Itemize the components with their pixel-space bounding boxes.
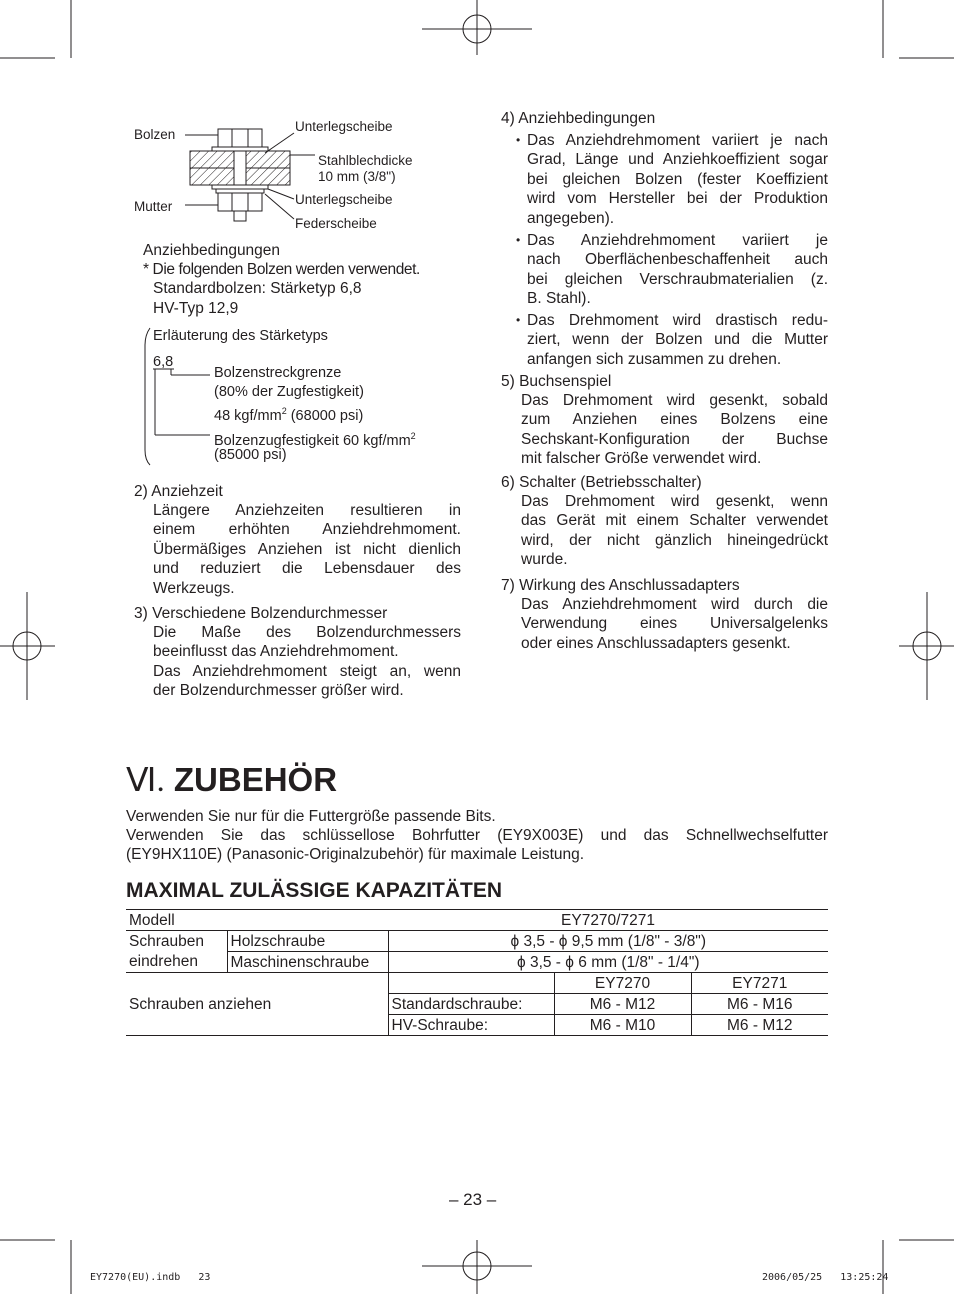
table-cell-standard-7270: M6 - M12 (554, 994, 691, 1015)
diagram-label-spring-washer: Federscheibe (295, 216, 377, 231)
capacities-title: MAXIMAL ZULÄSSIGE KAPAZITÄTEN (126, 879, 503, 902)
item2-body: Längere Anziehzeiten resultieren in einem erhöhten Anziehdrehmoment. Übermäßiges Anziehen ist nicht dienlich und reduziert die Lebensdauer des Werkzeugs. (153, 502, 461, 597)
table-cell-schrauben-eindrehen: Schrauben eindrehen (126, 931, 227, 973)
table-cell-modell: Modell (126, 910, 388, 931)
item4-title: 4) Anziehbedingungen (501, 110, 656, 127)
item5-title: 5) Buchsenspiel (501, 373, 612, 390)
item7-body: Das Anziehdrehmoment wird durch die Verwendung eines Universalgelenks oder eines Anschlussadapters gesenkt. (521, 596, 828, 652)
table-cell-ey7271: EY7271 (691, 973, 828, 994)
diagram-label-plate: Stahlblechdicke (318, 153, 413, 168)
table-cell-empty (388, 973, 554, 994)
yield-line-3: 48 kgf/$mm^2$ (68000 psi) (214, 406, 364, 424)
diagram-label-bolzen: Bolzen (134, 127, 176, 142)
item7-title: 7) Wirkung des Anschlussadapters (501, 577, 740, 594)
diagram-label-plate-size: 10 mm (3/8") (318, 169, 396, 184)
intro-body: Verwenden Sie das schlüssellose Bohrfutter (EY9X003E) und das Schnellwechselfutter (EY9HX110E) (Panasonic-Originalzubehör) für maximale Leistung. (126, 827, 828, 864)
table-row (126, 952, 828, 973)
yield-line-2: (80% der Zugfestigkeit) (214, 384, 364, 400)
intro-line-1: Verwenden Sie nur für die Futtergröße passende Bits. (126, 808, 496, 825)
item4-bullet-1: Das Anziehdrehmoment variiert je nach Grad, Länge und Anziehkoeffizient sogar bei gleichen Bolzen (fester Koeffizient wird vom Hersteller bei der Produktion angegeben). (527, 132, 828, 227)
table-row (126, 973, 828, 994)
table-cell-model-value: EY7270/7271 (388, 910, 828, 931)
conditions-note: * Die folgenden Bolzen werden verwendet. (143, 261, 420, 278)
table-cell-ey7270: EY7270 (554, 973, 691, 994)
table-row (126, 931, 828, 952)
footer-file: EY7270(EU).indb 23 (90, 1272, 211, 1283)
conditions-title: Anziehbedingungen (143, 242, 281, 259)
diagram-label-mutter: Mutter (134, 199, 173, 214)
page-number: – 23 – (449, 1190, 497, 1209)
strength-code: 6,8 (153, 354, 174, 370)
table-cell-maschinen-value: ϕ 3,5 - ϕ 6 mm (1/8" - 1/4") (388, 952, 828, 973)
capacities-table (126, 909, 828, 1036)
table-cell-standard-7271: M6 - M16 (691, 994, 828, 1015)
bullet-3: • (516, 313, 521, 327)
item5-body: Das Drehmoment wird gesenkt, sobald zum Anziehen eines Bolzens eine Sechskant-Konfiguration der Buchse mit falscher Größe verwendet wird. (521, 392, 828, 468)
diagram-label-washer-top: Unterlegscheibe (295, 119, 393, 134)
table-cell-holz-value: ϕ 3,5 - ϕ 9,5 mm (1/8" - 3/8") (388, 931, 828, 952)
bullet-2: • (516, 233, 521, 247)
strength-title: Erläuterung des Stärketyps (153, 328, 328, 344)
table-cell-hv-schraube: HV-Schraube: (388, 1015, 554, 1036)
footer-timestamp: 2006/05/25 13:25:24 (762, 1272, 889, 1283)
conditions-hv: HV-Typ 12,9 (153, 300, 239, 317)
conditions-standard: Standardbolzen: Stärketyp 6,8 (153, 280, 362, 297)
item6-title: 6) Schalter (Betriebsschalter) (501, 474, 702, 491)
table-cell-holzschraube: Holzschraube (227, 931, 388, 952)
table-row (126, 910, 828, 931)
table-cell-standardschraube: Standardschraube: (388, 994, 554, 1015)
section-title: Ⅵ. ZUBEHÖR (126, 761, 338, 799)
tensile-line-1: Bolzenzugfestigkeit 60 kgf/$mm^2$ (214, 431, 416, 449)
bullet-1: • (516, 133, 521, 147)
tensile-line-2: (85000 psi) (214, 447, 287, 463)
diagram-label-washer-bottom: Unterlegscheibe (295, 192, 393, 207)
item3-title: 3) Verschiedene Bolzendurchmesser (134, 605, 388, 622)
yield-line-1: Bolzenstreckgrenze (214, 365, 342, 381)
item4-bullet-3: Das Drehmoment wird drastisch redu- ziert, wenn der Bolzen und die Mutter anfangen sich zusammen zu drehen. (527, 312, 828, 368)
item2-title: 2) Anziehzeit (134, 483, 223, 500)
item4-bullet-2: Das Anziehdrehmoment variiert je nach Oberflächenbeschaffenheit auch bei gleichen Verschraubmaterialien (z. B. Stahl). (527, 232, 828, 308)
table-cell-hv-7271: M6 - M12 (691, 1015, 828, 1036)
table-cell-maschinenschraube: Maschinenschraube (227, 952, 388, 973)
table-cell-hv-7270: M6 - M10 (554, 1015, 691, 1036)
item3-body: Die Maße des Bolzendurchmessers beeinflusst das Anziehdrehmoment. Das Anziehdrehmoment steigt an, wenn der Bolzendurchmesser größer wird. (153, 624, 461, 700)
table-cell-schrauben-anziehen: Schrauben anziehen (126, 973, 388, 1036)
item6-body: Das Drehmoment wird gesenkt, wenn das Gerät mit einem Schalter verwendet wird, der nicht gänzlich hineingedrückt wurde. (521, 493, 828, 569)
